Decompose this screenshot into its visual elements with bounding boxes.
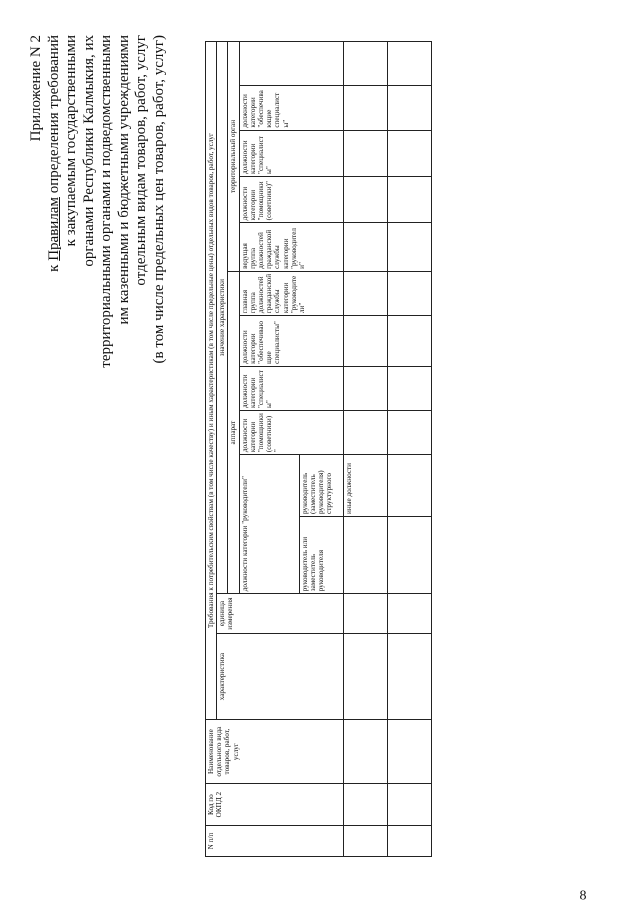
header-line: к Правилам определения требований: [45, 35, 62, 272]
data-cell: [343, 176, 387, 222]
data-cell: [343, 634, 387, 720]
rules-link[interactable]: Правилам: [45, 197, 62, 261]
header-line: территориальными органами и подведомственными: [98, 35, 114, 368]
data-cell: [387, 176, 431, 222]
requirements-title: Требования к потребительским свойствам (в том числе качеству) и иным характеристикам (в том числе предельные цены) отдельных видов товаров, работ, услуг: [206, 42, 217, 720]
col-header-number: N п/п: [206, 826, 344, 857]
data-cell: [343, 86, 387, 130]
data-cell: [387, 516, 431, 593]
group-territorial: должности категории "помощники (советники)": [239, 176, 343, 222]
page-number: 8: [579, 888, 587, 904]
data-cell: [387, 130, 431, 176]
data-cell: [387, 455, 431, 517]
leader-type: руководитель (заместитель руководителя) структурного: [299, 455, 343, 517]
group-apparatus: должности категории "руководители": [239, 455, 299, 594]
data-cell: [387, 316, 431, 367]
requirements-table: [205, 41, 432, 857]
data-cell: [343, 223, 387, 272]
group-civil: главная группа должностей гражданской службы категории "руководители": [239, 271, 343, 315]
data-cell: [343, 316, 387, 367]
group-apparatus: должности категории "специалисты": [239, 366, 343, 410]
header-line: (в том числе предельных цен товаров, работ, услуг): [150, 35, 167, 364]
data-cell: [387, 411, 431, 455]
data-cell: [387, 784, 431, 826]
data-cell: [387, 720, 431, 784]
data-cell: [387, 634, 431, 720]
leader-type: иные должности: [343, 455, 387, 517]
data-cell: [343, 42, 387, 86]
data-cell: [387, 594, 431, 634]
value-header: значение характеристики: [217, 42, 228, 594]
data-cell: [387, 366, 431, 410]
col-header-name: Наименование отдельного вида товаров, работ, услуг: [206, 720, 344, 784]
data-cell: [387, 223, 431, 272]
group-apparatus: должности категории "обеспечивающие специалисты": [239, 316, 343, 367]
data-cell: [343, 720, 387, 784]
data-cell: [343, 411, 387, 455]
header-line: органами Республики Калмыкия, их: [80, 35, 97, 267]
empty-cell: [239, 42, 343, 86]
data-cell: [343, 516, 387, 593]
leader-type: руководитель или заместитель руководителя: [299, 516, 343, 593]
data-cell: [343, 130, 387, 176]
data-cell: [387, 826, 431, 857]
data-cell: [343, 826, 387, 857]
data-cell: [387, 86, 431, 130]
appendix-header: [28, 35, 168, 635]
header-line: Приложение N 2: [28, 35, 44, 142]
header-line: отдельным видам товаров, работ, услуг: [133, 35, 149, 286]
territorial-header: территориальный орган: [228, 42, 239, 272]
header-line: им казенными и бюджетными учреждениями: [115, 35, 132, 325]
col-header-characteristic: характеристика: [217, 634, 343, 720]
group-territorial: должности категории "специалисты": [239, 130, 343, 176]
col-header-unit: единица измерения: [217, 594, 343, 634]
group-apparatus: должности категории "помощники (советники)": [239, 411, 343, 455]
data-cell: [387, 271, 431, 315]
apparatus-header: аппарат: [228, 271, 239, 593]
group-civil: ведущая группа должностей гражданской службы категории "руководители": [239, 223, 343, 272]
data-cell: [343, 784, 387, 826]
group-territorial: должности категории "обеспечивающие специалисты": [239, 86, 343, 130]
data-cell: [387, 42, 431, 86]
data-cell: [343, 271, 387, 315]
header-line: к закупаемым государственными: [63, 35, 79, 247]
data-cell: [343, 594, 387, 634]
data-cell: [343, 366, 387, 410]
col-header-okpd: Код по ОКПД 2: [206, 784, 344, 826]
